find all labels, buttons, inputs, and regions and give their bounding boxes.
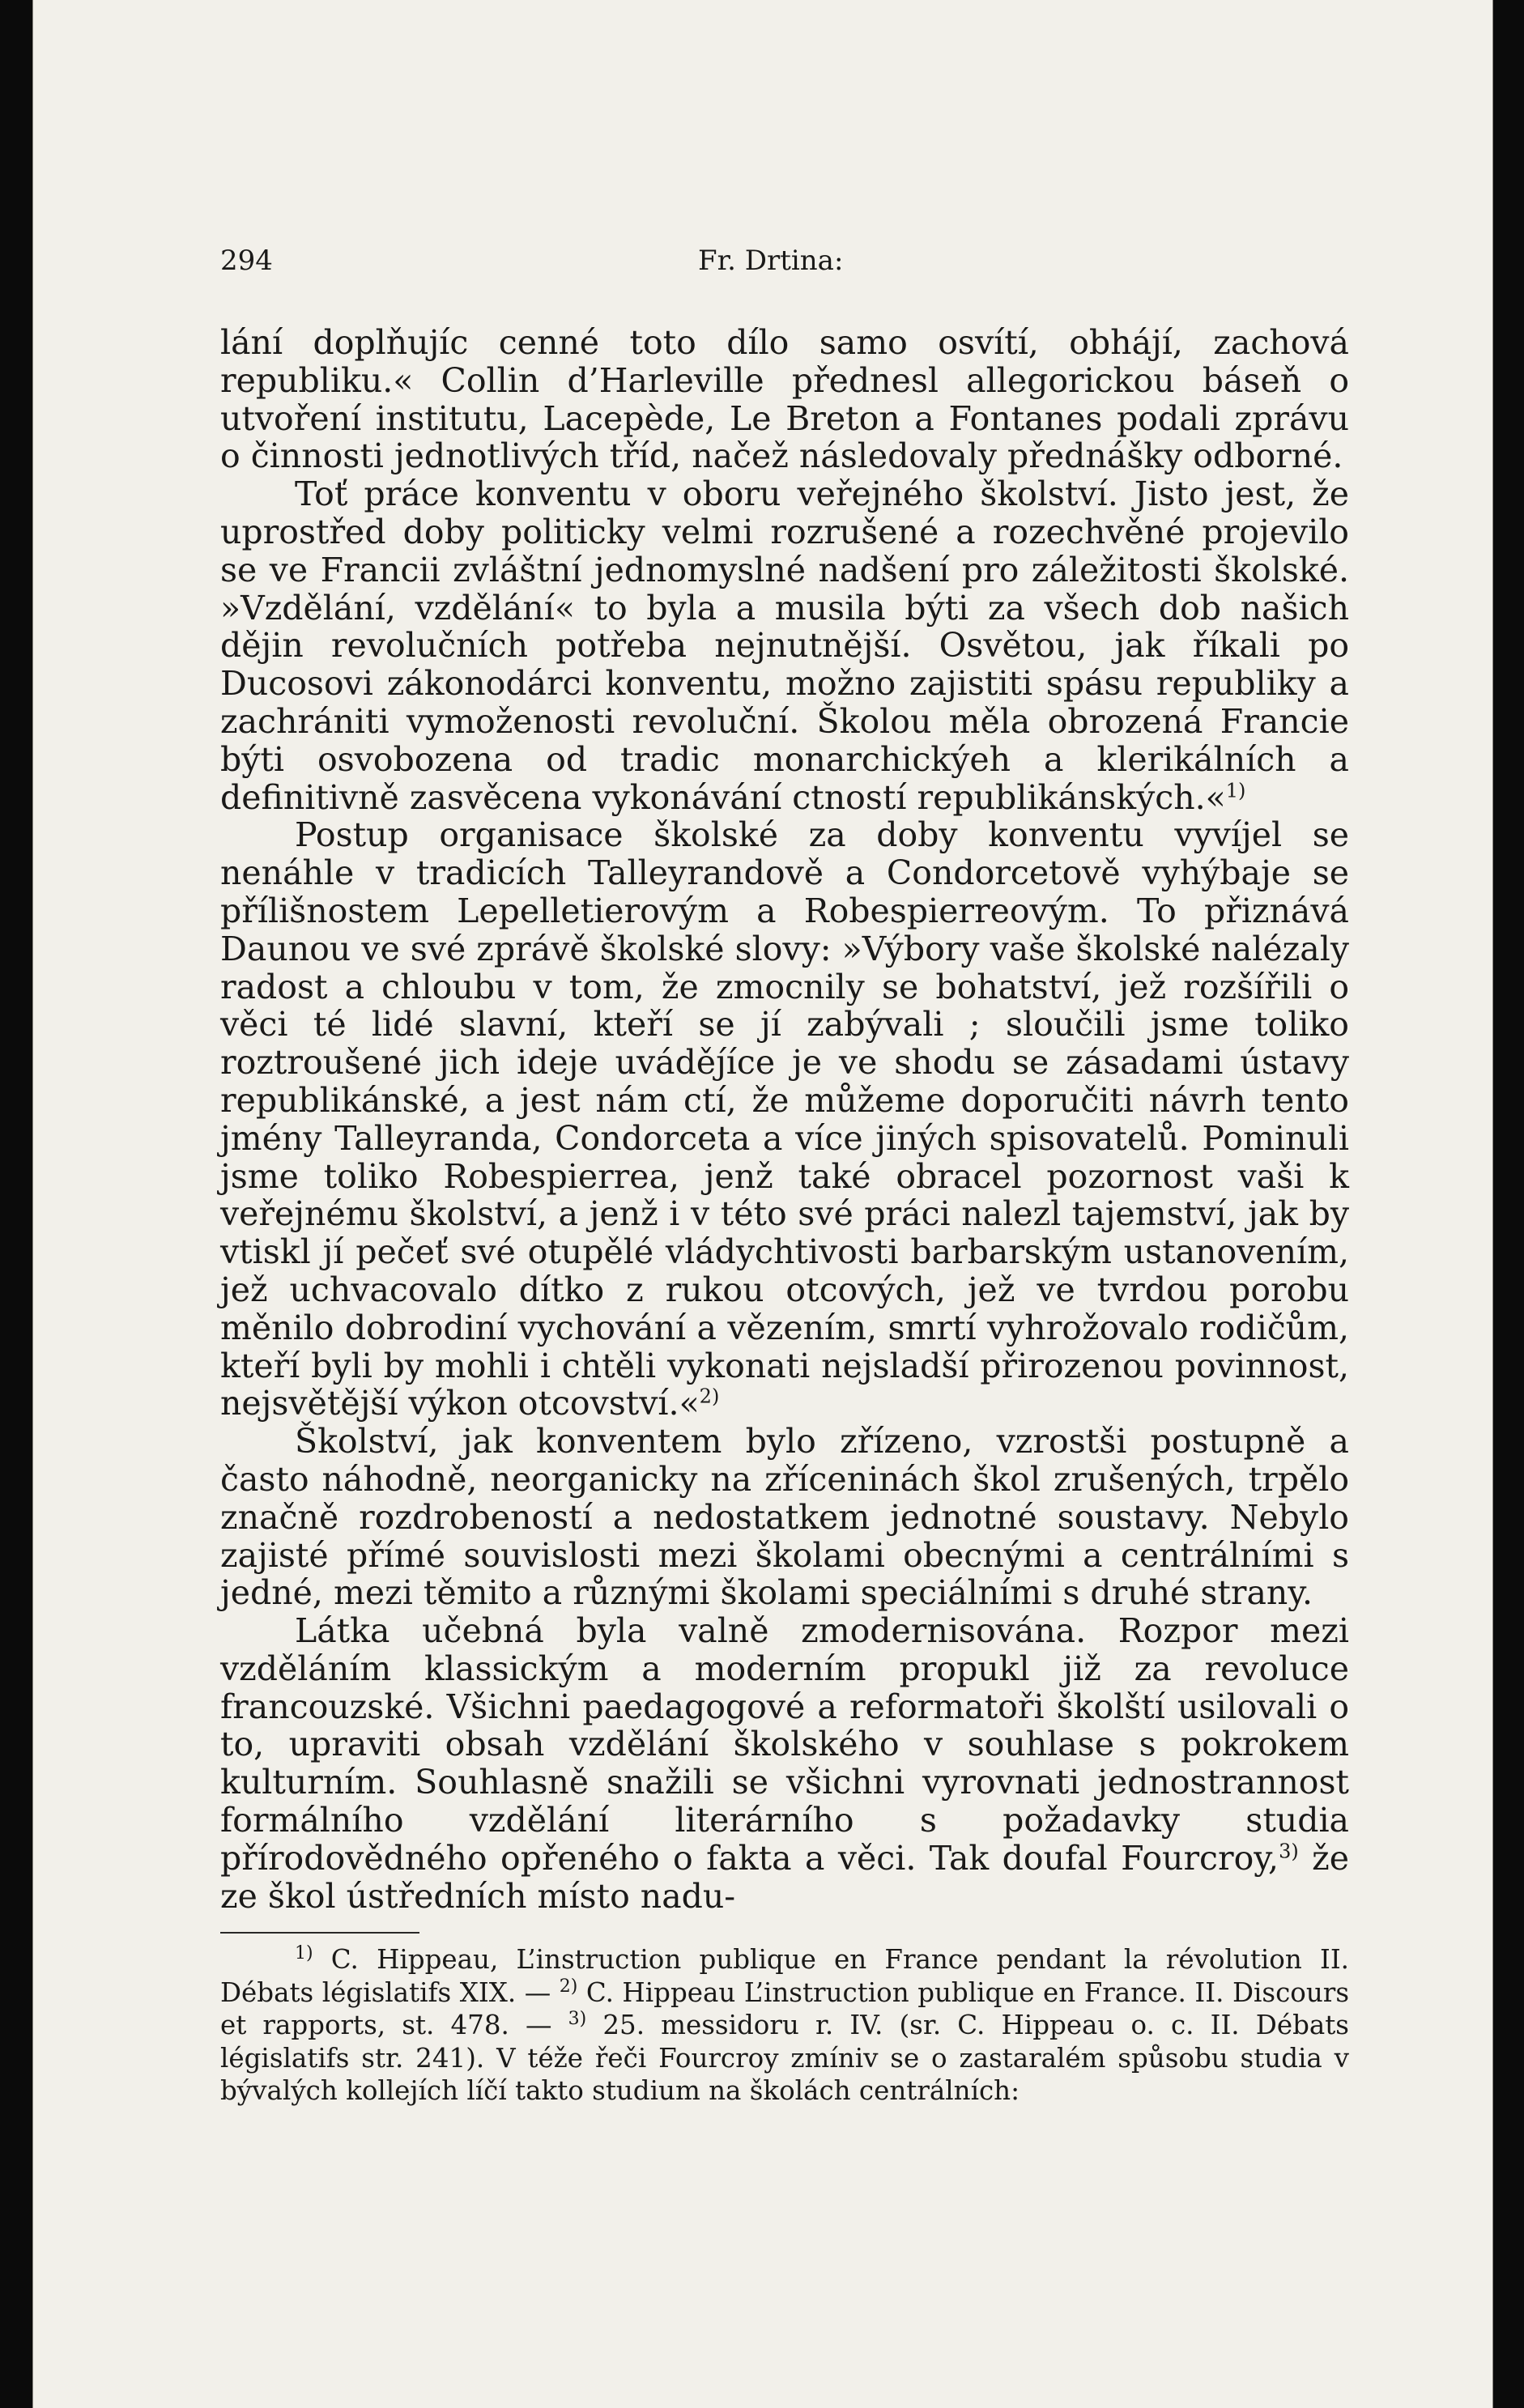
page-header [220,245,1349,285]
paragraph-5-text-b: že ze škol ústředních místo nadu- [220,1838,1349,1916]
body-text [220,324,1349,1915]
page-number: 294 [220,245,273,277]
footnote-3-text: 25. messidoru r. IV. (sr. C. Hippeau o. c. II. Débats législatifs str. 241). V téže řeči Fourcroy zmíniv se o zastaralém spůsobu studia v bývalých kollejích líčí takto studium na školách centrálních: [220,2010,1349,2106]
paragraph-1: lání doplňujíc cenné toto dílo samo osvítí, obhájí, zachová republiku.« Collin d’Harleville přednesl allegorickou báseň o utvoření institutu, Lacepède, Le Breton a Fontanes podali zprávu o činnosti jednotlivých tříd, načež následovaly přednášky odborné. [220,323,1349,476]
footnote-1-label: 1) [295,1943,313,1964]
running-head: Fr. Drtina: [698,245,844,277]
paragraph-2 [220,475,1349,816]
paragraph-4: Školství, jak konventem bylo zřízeno, vzrostši postupně a často náhodně, neorganicky na zříceninách škol zrušených, trpělo značně rozdrobeností a nedostatkem jednotné soustavy. Nebylo zajisté přímé souvislosti mezi školami obecnými a centrálními s jedné, mezi těmito a různými školami speciálními s druhé strany. [220,1422,1349,1613]
footnote-ref-2[interactable]: 2) [699,1385,720,1408]
paragraph-5-text-a: Látka učebná byla valně zmodernisována. Rozpor mezi vzděláním klassickým a moderním propukl již za revoluce francouzské. Všichni paedagogové a reformatoři školští usilovali o to, upraviti obsah vzdělání školského v souhlase s pokrokem kulturním. Souhlasně snažili se všichni vyrovnati jednostrannost formálního vzdělání literárního s požadavky studia přírodovědného opřeného o fakta a věci. Tak doufal Fourcroy, [220,1611,1349,1878]
footnote-ref-3[interactable]: 3) [1279,1840,1299,1863]
paragraph-3 [220,816,1349,1423]
footnote-separator [220,1932,419,1934]
footnote-2-text: C. Hippeau L’instruction publique en France. II. Discours et rapports, st. 478. — [220,1976,1349,2040]
paragraph-5 [220,1612,1349,1915]
footnote-2-label: 2) [559,1976,578,1997]
footnote-3-label: 3) [568,2009,587,2030]
footnote-1-text: C. Hippeau, L’instruction publique en France pendant la révolution II. Débats législatifs XIX. — [220,1944,1349,2008]
paragraph-2-text: Toť práce konventu v oboru veřejného školství. Jisto jest, že uprostřed doby politicky velmi rozrušené a rozechvěné projevilo se ve Francii zvláštní jednomyslné nadšení pro záležitosti školské. »Vzdělání, vzdělání« to byla a musila býti za všech dob našich dějin revolučních potřeba nejnutnější. Osvětou, jak říkali po Ducosovi zákonodárci konventu, možno zajistiti spásu republiky a zachrániti vymoženosti revoluční. Školou měla obrozená Francie býti osvobozena od tradic monarchickýeh a klerikálních a definitivně zasvěcena vykonávání ctností republikánských.« [220,474,1349,817]
footnotes [220,1943,1349,2108]
paragraph-3-text: Postup organisace školské za doby konventu vyvíjel se nenáhle v tradicích Talleyrandově a Condorcetově vyhýbaje se přílišnostem Lepelletierovým a Robespierreovým. To přiznává Daunou ve své zprávě školské slovy: »Výbory vaše školské nalézaly radost a chloubu v tom, že zmocnily se bohatství, jež rozšířili o věci té lidé slavní, kteří se jí zabývali ; sloučili jsme toliko roztroušené jich ideje uváděj́íce je ve shodu se zásadami ústavy republikánské, a jest nám ctí, že můžeme doporučiti návrh tento jmény Talleyranda, Condorceta a více jiných spisovatelů. Pominuli jsme toliko Robespierrea, jenž také obracel pozornost vaši k veřejnému školství, a jenž i v této své práci nalezl tajemství, jak by vtiskl jí pečeť své otupělé vládychtivosti barbarským ustanovením, jež uchvacovalo dítko z rukou otcových, jež ve tvrdou porobu měnilo dobrodiní vychování a vězením, smrtí vyhrožovalo rodičům, kteří byli by mohli i chtěli vykonati nejsladší přirozenou povinnost, nejsvětější výkon otcovství.« [220,815,1349,1423]
footnote-block [220,1943,1349,2108]
footnote-ref-1[interactable]: 1) [1225,778,1246,802]
